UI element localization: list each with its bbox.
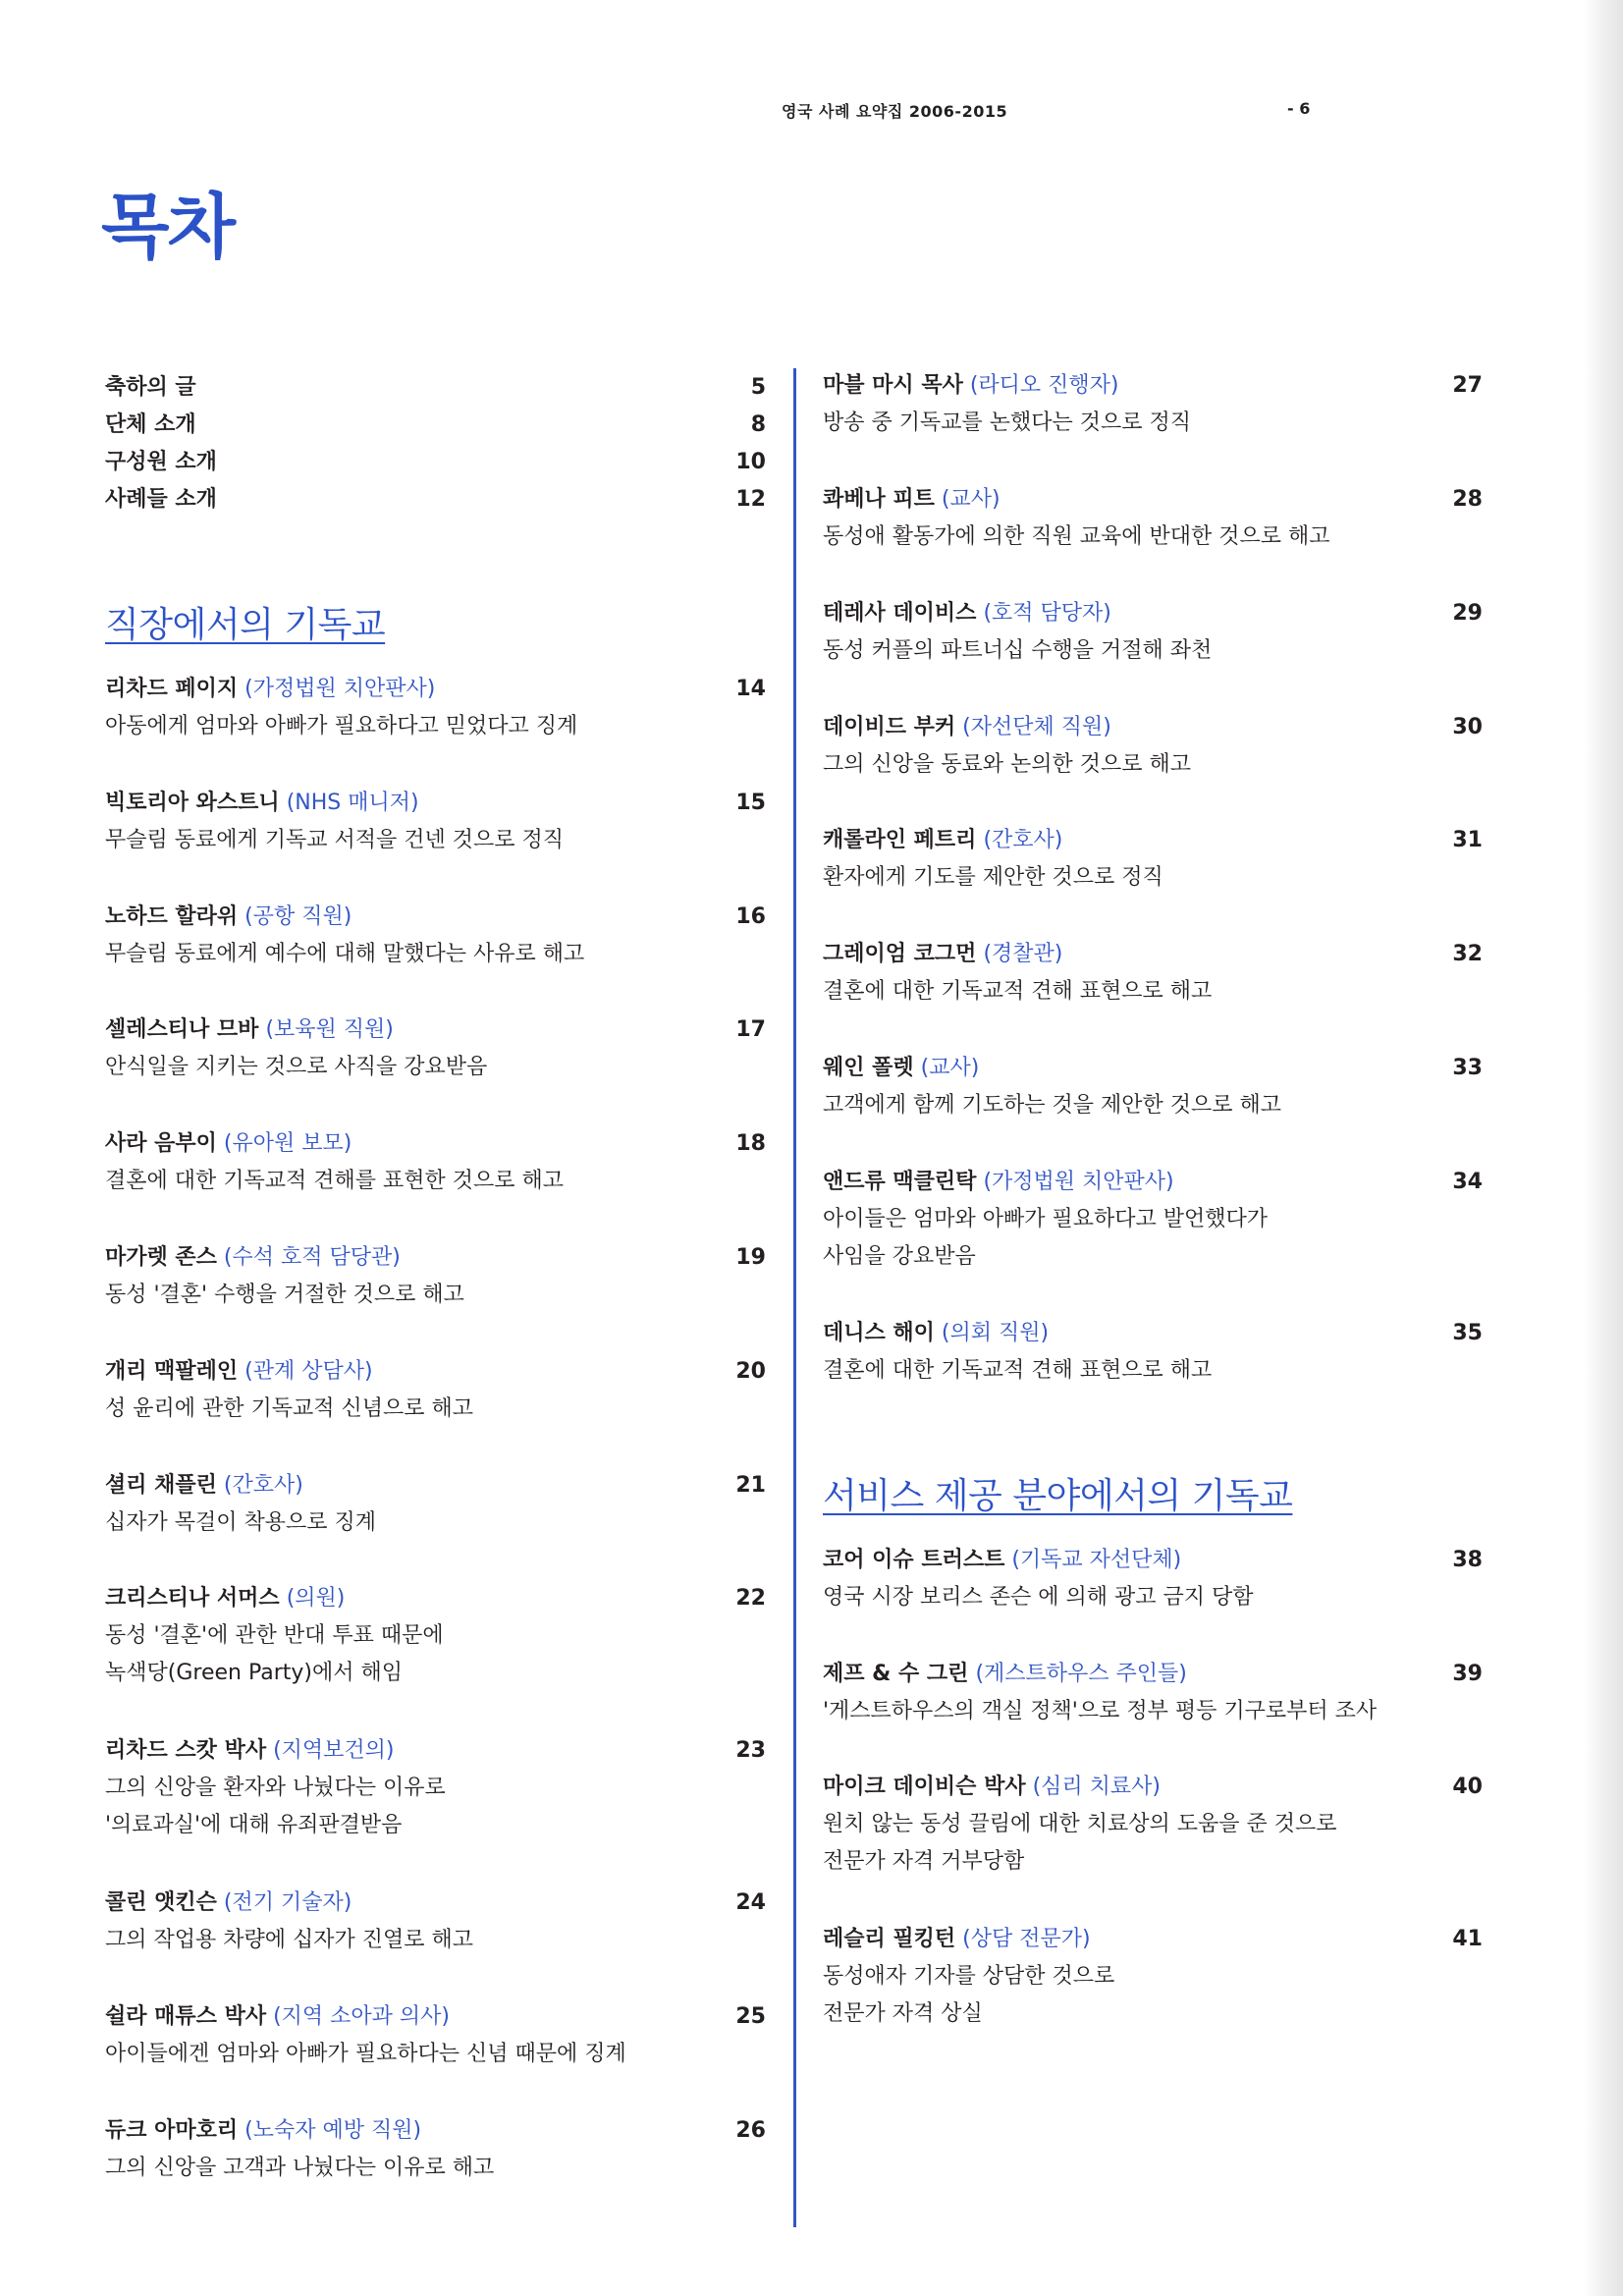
toc-entry[interactable] <box>105 1732 766 1844</box>
entry-name: 데이비드 부커 <box>823 715 956 739</box>
entry-description: 십자가 목걸이 착용으로 징계 <box>105 1510 377 1535</box>
entry-role: (가정법원 치안판사) <box>983 1170 1174 1194</box>
entry-role: (공항 직원) <box>244 904 352 929</box>
toc-entry[interactable] <box>823 936 1483 1011</box>
entry-description: '의료과실'에 대해 유죄판결받음 <box>105 1813 403 1837</box>
toc-entry[interactable] <box>105 2112 766 2187</box>
entry-name: 데니스 해이 <box>823 1321 935 1345</box>
toc-entry[interactable] <box>105 671 766 745</box>
entry-name: 콜린 앳킨슨 <box>105 1890 217 1915</box>
entry-page: 41 <box>1452 1927 1483 1951</box>
toc-entry[interactable] <box>105 1239 766 1314</box>
toc-entry-page: 12 <box>735 487 766 512</box>
toc-entry[interactable] <box>105 1467 766 1542</box>
entry-role: (상담 전문가) <box>962 1927 1091 1951</box>
entry-name: 웨인 폴렛 <box>823 1056 914 1080</box>
entry-page: 31 <box>1452 828 1483 852</box>
entry-page: 25 <box>735 2004 766 2029</box>
toc-entry[interactable] <box>823 1656 1483 1730</box>
entry-page: 39 <box>1452 1662 1483 1686</box>
entry-role: (기독교 자선단체) <box>1011 1548 1182 1572</box>
entry-name: 그레이엄 코그먼 <box>823 942 977 966</box>
entry-name: 듀크 아마호리 <box>105 2118 239 2143</box>
entry-role: (간호사) <box>983 828 1063 852</box>
entry-name: 마블 마시 목사 <box>823 373 963 398</box>
entry-page: 14 <box>735 677 766 701</box>
entry-description: 그의 신앙을 환자와 나눴다는 이유로 <box>105 1776 446 1800</box>
entry-description: 무슬림 동료에게 예수에 대해 말했다는 사유로 해고 <box>105 942 585 966</box>
entry-name: 마이크 데이비슨 박사 <box>823 1775 1026 1799</box>
entry-description: 사임을 강요받음 <box>823 1244 976 1269</box>
entry-page: 23 <box>735 1738 766 1763</box>
toc-entry[interactable] <box>105 1353 766 1428</box>
entry-name: 캐롤라인 페트리 <box>823 828 977 852</box>
entry-name: 셀레스티나 므바 <box>105 1017 259 1042</box>
entry-role: (관계 상담사) <box>244 1359 373 1384</box>
entry-page: 29 <box>1452 601 1483 626</box>
entry-description: 전문가 자격 거부당함 <box>823 1849 1025 1874</box>
entry-role: (전기 기술자) <box>223 1890 352 1915</box>
toc-entry[interactable] <box>823 1315 1483 1390</box>
toc-entry[interactable] <box>105 1998 766 2073</box>
entry-page: 33 <box>1452 1056 1483 1080</box>
entry-role: (자선단체 직원) <box>962 715 1111 739</box>
toc-entry[interactable] <box>823 481 1483 556</box>
entry-description: 환자에게 기도를 제안한 것으로 정직 <box>823 865 1163 890</box>
entry-page: 21 <box>735 1473 766 1498</box>
entry-name: 노하드 할라위 <box>105 904 239 929</box>
entry-name: 제프 & 수 그린 <box>823 1662 969 1686</box>
entry-description: 녹색당(Green Party)에서 해임 <box>105 1661 403 1685</box>
entry-description: 동성애 활동가에 의한 직원 교육에 반대한 것으로 해고 <box>823 524 1330 549</box>
toc-entry[interactable] <box>823 1769 1483 1881</box>
entry-name: 레슬리 필킹턴 <box>823 1927 956 1951</box>
entry-role: (보육원 직원) <box>265 1017 394 1042</box>
entry-name: 콰베나 피트 <box>823 487 935 512</box>
entry-role: (가정법원 치안판사) <box>244 677 436 701</box>
entry-description: 동성 커플의 파트너십 수행을 거절해 좌천 <box>823 638 1213 663</box>
entry-role: (노숙자 예방 직원) <box>244 2118 422 2143</box>
entry-page: 38 <box>1452 1548 1483 1572</box>
toc-entry[interactable] <box>823 1050 1483 1124</box>
entry-description: 동성 '결혼' 수행을 거절한 것으로 해고 <box>105 1283 464 1307</box>
toc-entry-front-matter[interactable] <box>105 481 766 519</box>
entry-name: 크리스티나 서머스 <box>105 1586 280 1611</box>
entry-role: (호적 담당자) <box>983 601 1111 626</box>
entry-description: 방송 중 기독교를 논했다는 것으로 정직 <box>823 410 1191 435</box>
toc-entry-page: 5 <box>750 375 766 400</box>
entry-page: 20 <box>735 1359 766 1384</box>
toc-entry-front-matter[interactable] <box>105 369 766 407</box>
toc-entry-front-matter[interactable] <box>105 407 766 444</box>
entry-description: 전문가 자격 상실 <box>823 2001 983 2026</box>
entry-name: 앤드류 맥클린탁 <box>823 1170 977 1194</box>
toc-entry[interactable] <box>105 1580 766 1692</box>
section-title-service: 서비스 제공 분야에서의 기독교 <box>823 1476 1293 1516</box>
entry-name: 리차드 스캇 박사 <box>105 1738 267 1763</box>
entry-page: 34 <box>1452 1170 1483 1194</box>
entry-description: 동성 '결혼'에 관한 반대 투표 때문에 <box>105 1623 444 1648</box>
entry-name: 쉴라 매튜스 박사 <box>105 2004 267 2029</box>
toc-entry-page: 10 <box>735 450 766 474</box>
section-title-workplace: 직장에서의 기독교 <box>105 605 386 645</box>
entry-name: 마가렛 존스 <box>105 1245 217 1270</box>
toc-entry-page: 8 <box>750 412 766 437</box>
page-edge <box>1584 0 1623 2296</box>
entry-description: 안식일을 지키는 것으로 사직을 강요받음 <box>105 1055 488 1079</box>
entry-page: 24 <box>735 1890 766 1915</box>
entry-page: 19 <box>735 1245 766 1270</box>
entry-description: 결혼에 대한 기독교적 견해를 표현한 것으로 해고 <box>105 1169 565 1193</box>
toc-entry[interactable] <box>823 1542 1483 1616</box>
toc-entry[interactable] <box>105 899 766 973</box>
entry-name: 빅토리아 와스트니 <box>105 791 280 815</box>
entry-name: 코어 이슈 트러스트 <box>823 1548 1005 1572</box>
entry-page: 28 <box>1452 487 1483 512</box>
entry-description: 고객에게 함께 기도하는 것을 제안한 것으로 해고 <box>823 1093 1282 1118</box>
entry-name: 리차드 페이지 <box>105 677 239 701</box>
entry-role: (의원) <box>286 1586 346 1611</box>
entry-name: 사라 음부이 <box>105 1131 217 1156</box>
entry-description: 아이들은 엄마와 아빠가 필요하다고 발언했다가 <box>823 1207 1269 1231</box>
entry-role: (교사) <box>941 487 1001 512</box>
entry-page: 16 <box>735 904 766 929</box>
entry-page: 18 <box>735 1131 766 1156</box>
entry-page: 30 <box>1452 715 1483 739</box>
toc-entry[interactable] <box>823 822 1483 897</box>
toc-entry[interactable] <box>105 785 766 859</box>
toc-entry[interactable] <box>105 1125 766 1200</box>
entry-page: 35 <box>1452 1321 1483 1345</box>
toc-entry-label: 구성원 소개 <box>105 450 217 474</box>
entry-role: (간호사) <box>223 1473 303 1498</box>
entry-page: 15 <box>735 791 766 815</box>
entry-description: 그의 작업용 차량에 십자가 진열로 해고 <box>105 1928 473 1952</box>
entry-name: 개리 맥팔레인 <box>105 1359 239 1384</box>
entry-description: 결혼에 대한 기독교적 견해 표현으로 해고 <box>823 1358 1213 1383</box>
entry-page: 32 <box>1452 942 1483 966</box>
entry-page: 27 <box>1452 373 1483 398</box>
entry-role: (교사) <box>920 1056 980 1080</box>
toc-entry[interactable] <box>823 709 1483 784</box>
toc-entry[interactable] <box>105 1885 766 1959</box>
entry-role: (의회 직원) <box>941 1321 1050 1345</box>
entry-role: (게스트하우스 주인들) <box>975 1662 1187 1686</box>
toc-entry[interactable] <box>823 595 1483 670</box>
entry-description: 아동에게 엄마와 아빠가 필요하다고 믿었다고 징계 <box>105 714 578 738</box>
entry-role: (라디오 진행자) <box>969 373 1119 398</box>
toc-heading: 목차 <box>101 186 235 268</box>
entry-role: (NHS 매니저) <box>286 791 419 815</box>
entry-name: 테레사 데이비스 <box>823 601 977 626</box>
entry-description: 그의 신앙을 고객과 나눴다는 이유로 해고 <box>105 2156 495 2180</box>
column-divider <box>793 368 796 2227</box>
toc-entry-label: 축하의 글 <box>105 375 196 400</box>
entry-role: (수석 호적 담당관) <box>223 1245 401 1270</box>
entry-description: 결혼에 대한 기독교적 견해 표현으로 해고 <box>823 979 1213 1004</box>
toc-entry-label: 단체 소개 <box>105 412 196 437</box>
entry-description: 동성애자 기자를 상담한 것으로 <box>823 1964 1115 1989</box>
entry-description: 아이들에겐 엄마와 아빠가 필요하다는 신념 때문에 징계 <box>105 2042 626 2066</box>
entry-description: 무슬림 동료에게 기독교 서적을 건넨 것으로 정직 <box>105 828 565 852</box>
entry-page: 26 <box>735 2118 766 2143</box>
entry-description: 영국 시장 보리스 존슨 에 의해 광고 금지 당함 <box>823 1585 1254 1610</box>
toc-entry[interactable] <box>823 1921 1483 2033</box>
entry-role: (지역보건의) <box>273 1738 395 1763</box>
entry-page: 40 <box>1452 1775 1483 1799</box>
entry-description: 성 윤리에 관한 기독교적 신념으로 해고 <box>105 1396 473 1421</box>
toc-entry-front-matter[interactable] <box>105 444 766 481</box>
running-header-page-number: - 6 <box>1287 99 1311 118</box>
running-header-title: 영국 사례 요약집 2006-2015 <box>782 102 1008 121</box>
entry-role: (유아원 보모) <box>223 1131 352 1156</box>
entry-description: 원치 않는 동성 끌림에 대한 치료상의 도움을 준 것으로 <box>823 1812 1337 1836</box>
entry-role: (지역 소아과 의사) <box>273 2004 451 2029</box>
toc-entry[interactable] <box>823 367 1483 442</box>
entry-role: (심리 치료사) <box>1032 1775 1162 1799</box>
entry-page: 17 <box>735 1017 766 1042</box>
entry-page: 22 <box>735 1586 766 1611</box>
toc-entry-label: 사례들 소개 <box>105 487 217 512</box>
entry-name: 셜리 채플린 <box>105 1473 217 1498</box>
entry-description: '게스트하우스의 객실 정책'으로 정부 평등 기구로부터 조사 <box>823 1699 1378 1723</box>
entry-description: 그의 신앙을 동료와 논의한 것으로 해고 <box>823 752 1191 777</box>
toc-entry[interactable] <box>823 1164 1483 1276</box>
entry-role: (경찰관) <box>983 942 1063 966</box>
toc-entry[interactable] <box>105 1011 766 1086</box>
